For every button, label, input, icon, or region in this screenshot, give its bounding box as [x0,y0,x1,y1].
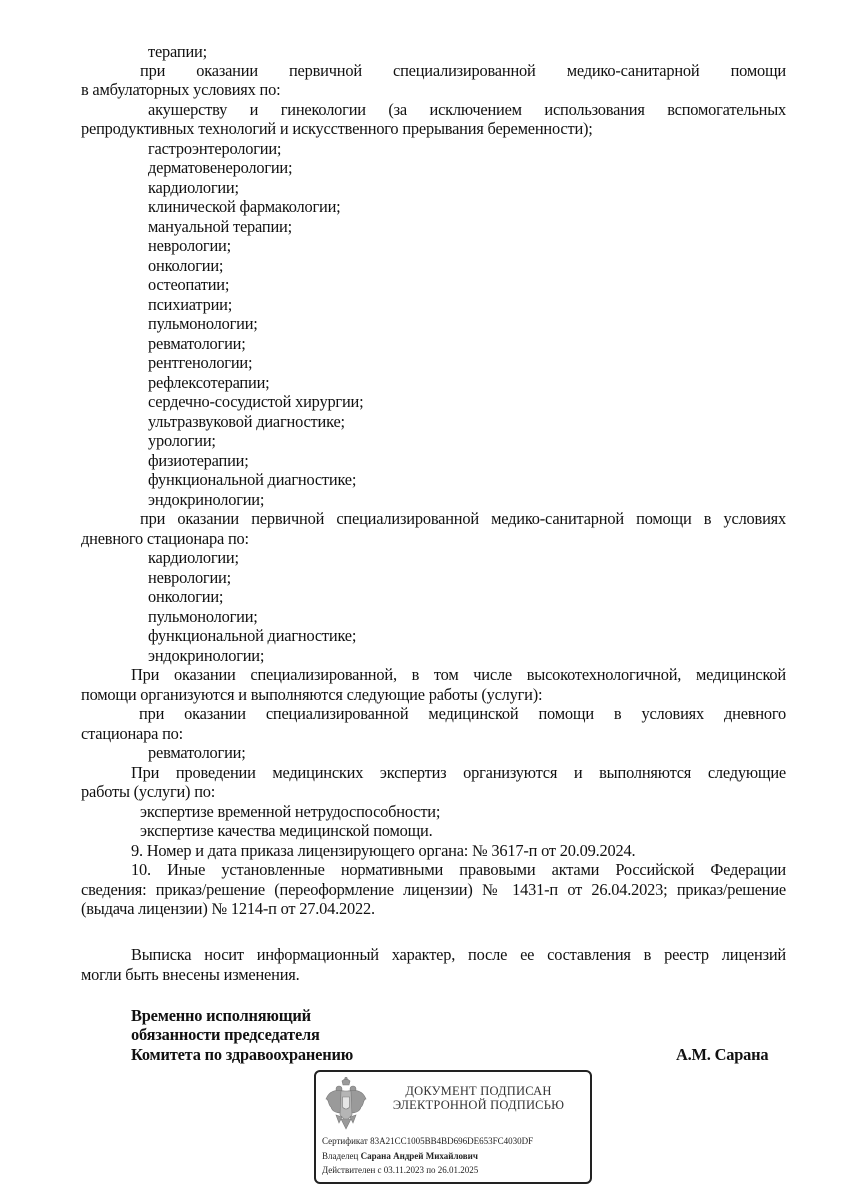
list-item: функциональной диагностике; [148,626,357,645]
list-item: ревматологии; [148,743,246,762]
paragraph-line: (выдача лицензии) № 1214-п от 27.04.2022. [81,899,375,918]
list-item: урологии; [148,431,216,450]
paragraph-line: При проведении медицинских экспертиз организуются и выполняются следующие [131,763,786,782]
list-item: дерматовенерологии; [148,158,293,177]
list-item: функциональной диагностике; [148,470,357,489]
list-item: ревматологии; [148,334,246,353]
list-item: экспертизе временной нетрудоспособности; [140,802,441,821]
stamp-title-line: ЭЛЕКТРОННОЙ ПОДПИСЬЮ [392,1098,565,1112]
disclaimer-line: могли быть внесены изменения. [81,965,300,984]
paragraph-line: сведения: приказ/решение (переоформление лицензии) № 1431-п от 26.04.2023; приказ/решение [81,880,786,899]
list-item: кардиологии; [148,548,239,567]
owner-label: Владелец [322,1151,359,1161]
list-item: неврологии; [148,236,231,255]
list-item: эндокринологии; [148,490,265,509]
list-item: рефлексотерапии; [148,373,270,392]
paragraph-line: работы (услуги) по: [81,782,216,801]
paragraph-line: в амбулаторных условиях по: [81,80,281,99]
certificate-label: Сертификат [322,1136,368,1146]
owner-row [322,1151,478,1162]
list-item: сердечно-сосудистой хирургии; [148,392,364,411]
license-order-line: 9. Номер и дата приказа лицензирующего органа: № 3617-п от 20.09.2024. [131,841,636,860]
list-item: акушерству и гинекологии (за исключением использования вспомогательных [148,100,786,119]
paragraph-line: 10. Иные установленные нормативными правовыми актами Российской Федерации [131,860,786,879]
stamp-title [376,1084,581,1112]
list-item: эндокринологии; [148,646,265,665]
disclaimer-line: Выписка носит информационный характер, после ее составления в реестр лицензий [131,945,786,964]
paragraph-line: при оказании первичной специализированной медико-санитарной помощи [140,61,786,80]
validity-row: Действителен с 03.11.2023 по 26.01.2025 [322,1165,479,1175]
paragraph-line: при оказании первичной специализированной медико-санитарной помощи в условиях [140,509,786,528]
signatory-position: Комитета по здравоохранению [131,1045,354,1064]
certificate-value: 83A21CC1005BB4BD696DE653FC4030DF [370,1136,534,1146]
paragraph-line: при оказании специализированной медицинской помощи в условиях дневного [139,704,786,723]
list-item: терапии; [148,42,207,61]
signatory-name: А.М. Сарана [676,1045,769,1064]
owner-value: Сарана Андрей Михайлович [360,1151,478,1161]
list-item: пульмонологии; [148,314,258,333]
signatory-position: Временно исполняющий [131,1006,311,1025]
list-item: ультразвуковой диагностике; [148,412,345,431]
paragraph-line: дневного стационара по: [81,529,249,548]
list-item: неврологии; [148,568,231,587]
electronic-signature-stamp [314,1070,592,1184]
signatory-position: обязанности председателя [131,1025,320,1044]
list-item: психиатрии; [148,295,233,314]
list-item: онкологии; [148,256,224,275]
list-item: физиотерапии; [148,451,249,470]
coat-of-arms-icon [324,1077,368,1133]
certificate-row [322,1136,533,1147]
list-item: кардиологии; [148,178,239,197]
list-item: экспертизе качества медицинской помощи. [140,821,433,840]
list-item: рентгенологии; [148,353,253,372]
list-item: клинической фармакологии; [148,197,341,216]
paragraph-line: помощи организуются и выполняются следующие работы (услуги): [81,685,543,704]
paragraph-line: При оказании специализированной, в том числе высокотехнологичной, медицинской [131,665,786,684]
list-item: гастроэнтерологии; [148,139,282,158]
paragraph-line: стационара по: [81,724,183,743]
list-item: мануальной терапии; [148,217,292,236]
stamp-title-line: ДОКУМЕНТ ПОДПИСАН [405,1084,552,1098]
list-item: остеопатии; [148,275,230,294]
list-item: онкологии; [148,587,224,606]
list-item: пульмонологии; [148,607,258,626]
paragraph-line: репродуктивных технологий и искусственного прерывания беременности); [81,119,593,138]
